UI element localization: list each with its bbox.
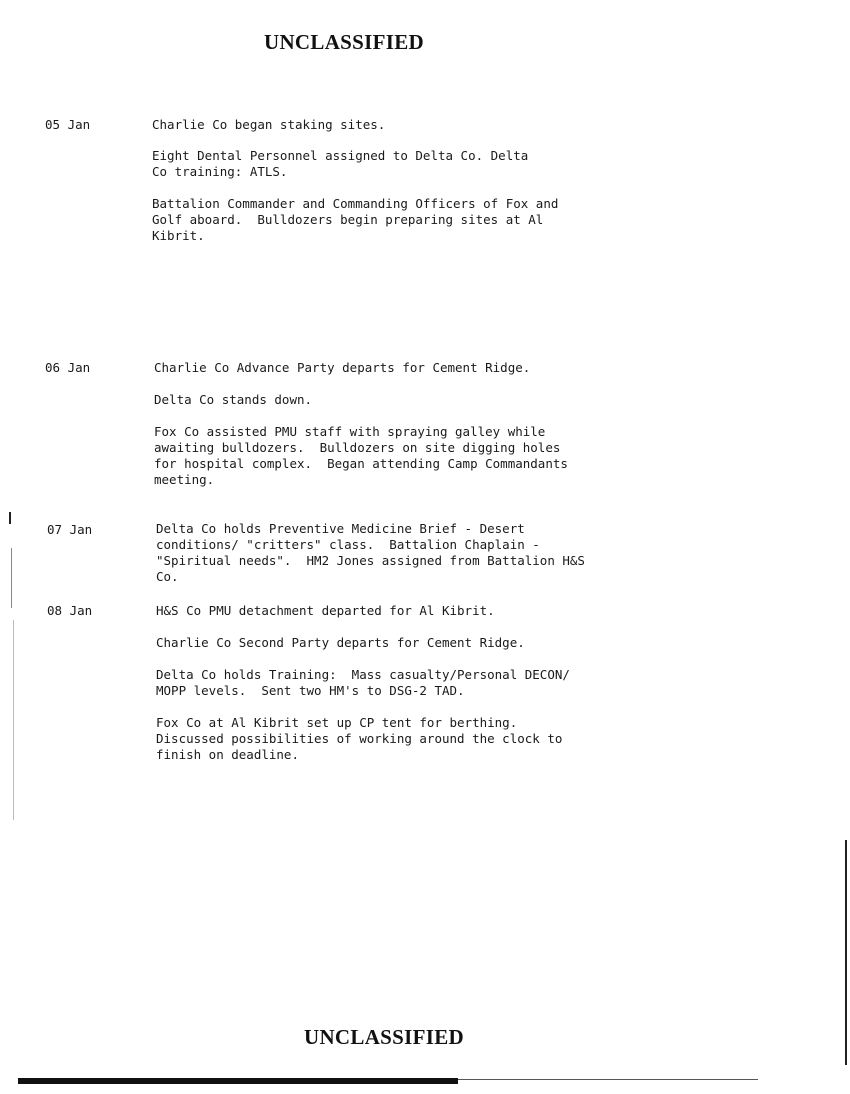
entry-date-06-jan: 06 Jan (45, 360, 91, 375)
entry-paragraph: Delta Co stands down. (154, 392, 313, 407)
classification-header: UNCLASSIFIED (264, 30, 424, 54)
entry-paragraph: Battalion Commander and Commanding Officers of Fox and Golf aboard. Bulldozers begin preparing sites at Al Kibrit. (152, 196, 559, 243)
page-bottom-rule-thin (458, 1079, 758, 1080)
entry-paragraph: Fox Co at Al Kibrit set up CP tent for berthing. Discussed possibilities of working around the clock to finish on deadline. (156, 715, 563, 762)
scan-artifact-line (11, 548, 12, 608)
classification-footer: UNCLASSIFIED (304, 1025, 464, 1049)
entry-date-05-jan: 05 Jan (45, 117, 91, 132)
entry-date-08-jan: 08 Jan (47, 603, 93, 618)
entry-paragraph: Charlie Co began staking sites. (152, 117, 386, 132)
entry-date-07-jan: 07 Jan (47, 522, 93, 537)
entry-paragraph: Charlie Co Second Party departs for Cement Ridge. (156, 635, 525, 650)
entry-paragraph: Delta Co holds Preventive Medicine Brief - Desert conditions/ "critters" class. Battalion Chaplain - "Spiritual needs". HM2 Jones assigned from Battalion H&S Co. (156, 521, 585, 584)
entry-paragraph: Fox Co assisted PMU staff with spraying galley while awaiting bulldozers. Bulldozers on site digging holes for hospital complex. Began attending Camp Commandants meeting. (154, 424, 568, 487)
entry-paragraph: Eight Dental Personnel assigned to Delta Co. Delta Co training: ATLS. (152, 148, 529, 179)
entry-paragraph: Charlie Co Advance Party departs for Cement Ridge. (154, 360, 531, 375)
page-bottom-rule (18, 1078, 458, 1084)
scan-artifact-mark (9, 512, 11, 524)
entry-paragraph: Delta Co holds Training: Mass casualty/Personal DECON/ MOPP levels. Sent two HM's to DSG-2 TAD. (156, 667, 570, 698)
scan-artifact-line (13, 620, 14, 820)
entry-paragraph: H&S Co PMU detachment departed for Al Kibrit. (156, 603, 495, 618)
scan-artifact-edge (845, 840, 847, 1065)
